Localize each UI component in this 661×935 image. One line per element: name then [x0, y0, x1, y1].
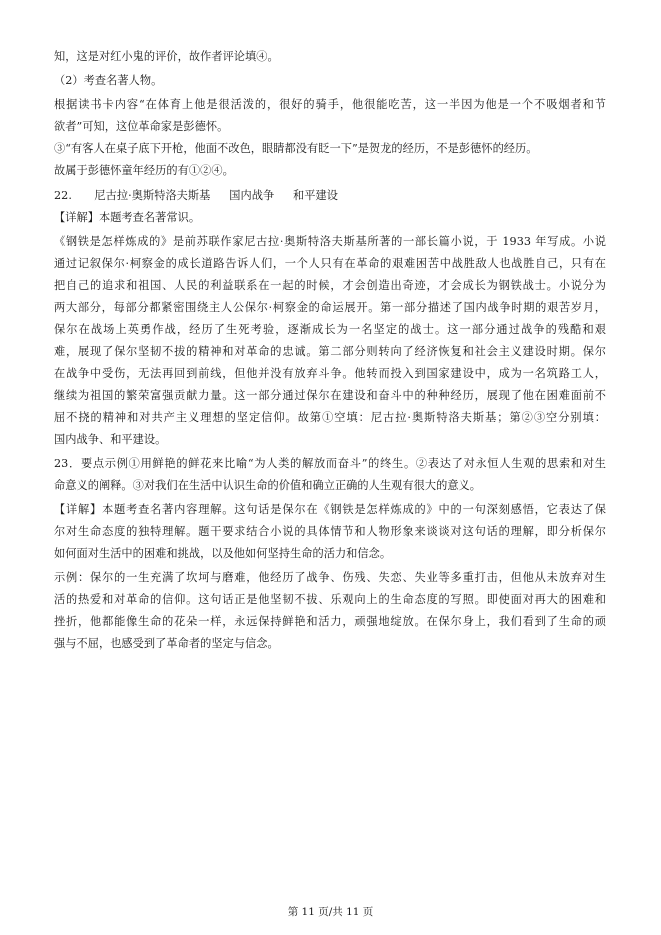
text-line: 在战争中受伤，无法再回到前线，但他并没有放弃斗争。他转而投入到国家建设中，成为一名筑路工人， — [54, 367, 606, 380]
text-line: 欲者”可知，这位革命家是彭德怀。 — [54, 120, 229, 133]
text-line: ③“有客人在桌子底下开枪，他面不改色，眼睛都没有眨一下”是贺龙的经历，不是彭德怀的经历。 — [54, 142, 538, 155]
question-22-answer: 22. 尼古拉·奥斯特洛夫斯基 国内战争 和平建设 — [54, 189, 338, 202]
text-line: 尔对生命态度的独特理解。题干要求结合小说的具体情节和人物形象来谈谈对这句话的理解，即分析保尔 — [54, 525, 606, 538]
text-line: 挫折，他都能像生命的花朵一样，永远保持鲜艳和活力，顽强地绽放。在保尔身上，我们看到了生命的顽 — [54, 615, 606, 628]
text-line: （2）考查名著人物。 — [54, 74, 163, 87]
text-line: 强与不屈，也感受到了革命者的坚定与信念。 — [54, 637, 279, 650]
text-line: 命意义的阐释。③对我们在生活中认识生命的价值和确立正确的人生观有很大的意义。 — [54, 479, 482, 492]
text-line: 国内战争、和平建设。 — [54, 433, 167, 446]
text-line: 活的热爱和对革命的信仰。这句话正是他坚韧不拔、乐观向上的生命态度的写照。即使面对再大的困难和 — [54, 593, 606, 606]
page-number: 第 11 页/共 11 页 — [287, 906, 374, 918]
text-line: 示例：保尔的一生充满了坎坷与磨难，他经历了战争、伤残、失恋、失业等多重打击，但他从未放弃对生 — [54, 571, 606, 584]
text-line: 保尔在战场上英勇作战，经历了生死考验，逐渐成长为一名坚定的战士。这一部分通过战争的残酷和艰 — [54, 323, 606, 336]
text-line: 知，这是对红小鬼的评价，故作者评论填④。 — [54, 50, 279, 63]
text-line: 故属于彭德怀童年经历的有①②④。 — [54, 164, 234, 177]
text-line: 如何面对生活中的困难和挑战，以及他如何坚持生命的活力和信念。 — [54, 547, 392, 560]
text-line: 根据读书卡内容“在体育上他是很活泼的，很好的骑手，他很能吃苦，这一半因为他是一个不吸烟者和节 — [54, 98, 606, 111]
detail-heading: 【详解】本题考查名著内容理解。这句话是保尔在《钢铁是怎样炼成的》中的一句深刻感悟，它表达了保 — [54, 503, 606, 516]
text-line: 难，展现了保尔坚韧不拔的精神和对革命的忠诚。第二部分则转向了经济恢复和社会主义建设时期。保尔 — [54, 345, 606, 358]
text-line: 把自己的追求和祖国、人民的利益联系在一起的时候，才会创造出奇迹，才会成长为钢铁战士。小说分为 — [54, 279, 606, 292]
text-line: 继续为祖国的繁荣富强贡献力量。这一部分通过保尔在建设和奋斗中的种种经历，展现了他在困难面前不 — [54, 389, 606, 402]
text-line: 通过记叙保尔·柯察金的成长道路告诉人们，一个人只有在革命的艰难困苦中战胜敌人也战胜自己，只有在 — [54, 257, 606, 270]
detail-heading: 【详解】本题考查名著常识。 — [54, 211, 201, 224]
text-line: 《钢铁是怎样炼成的》是前苏联作家尼古拉·奥斯特洛夫斯基所著的一部长篇小说，于 1933 年写成。小说 — [54, 235, 606, 248]
text-line: 屈不挠的精神和对共产主义理想的坚定信仰。故第①空填：尼古拉·奥斯特洛夫斯基；第②③空分别填： — [54, 411, 606, 424]
question-23-answer: 23．要点示例①用鲜艳的鲜花来比喻“为人类的解放而奋斗”的终生。②表达了对永恒人生观的思索和对生 — [54, 457, 606, 470]
text-line: 两大部分，每部分都紧密围绕主人公保尔·柯察金的命运展开。第一部分描述了国内战争时期的艰苦岁月， — [54, 301, 606, 314]
